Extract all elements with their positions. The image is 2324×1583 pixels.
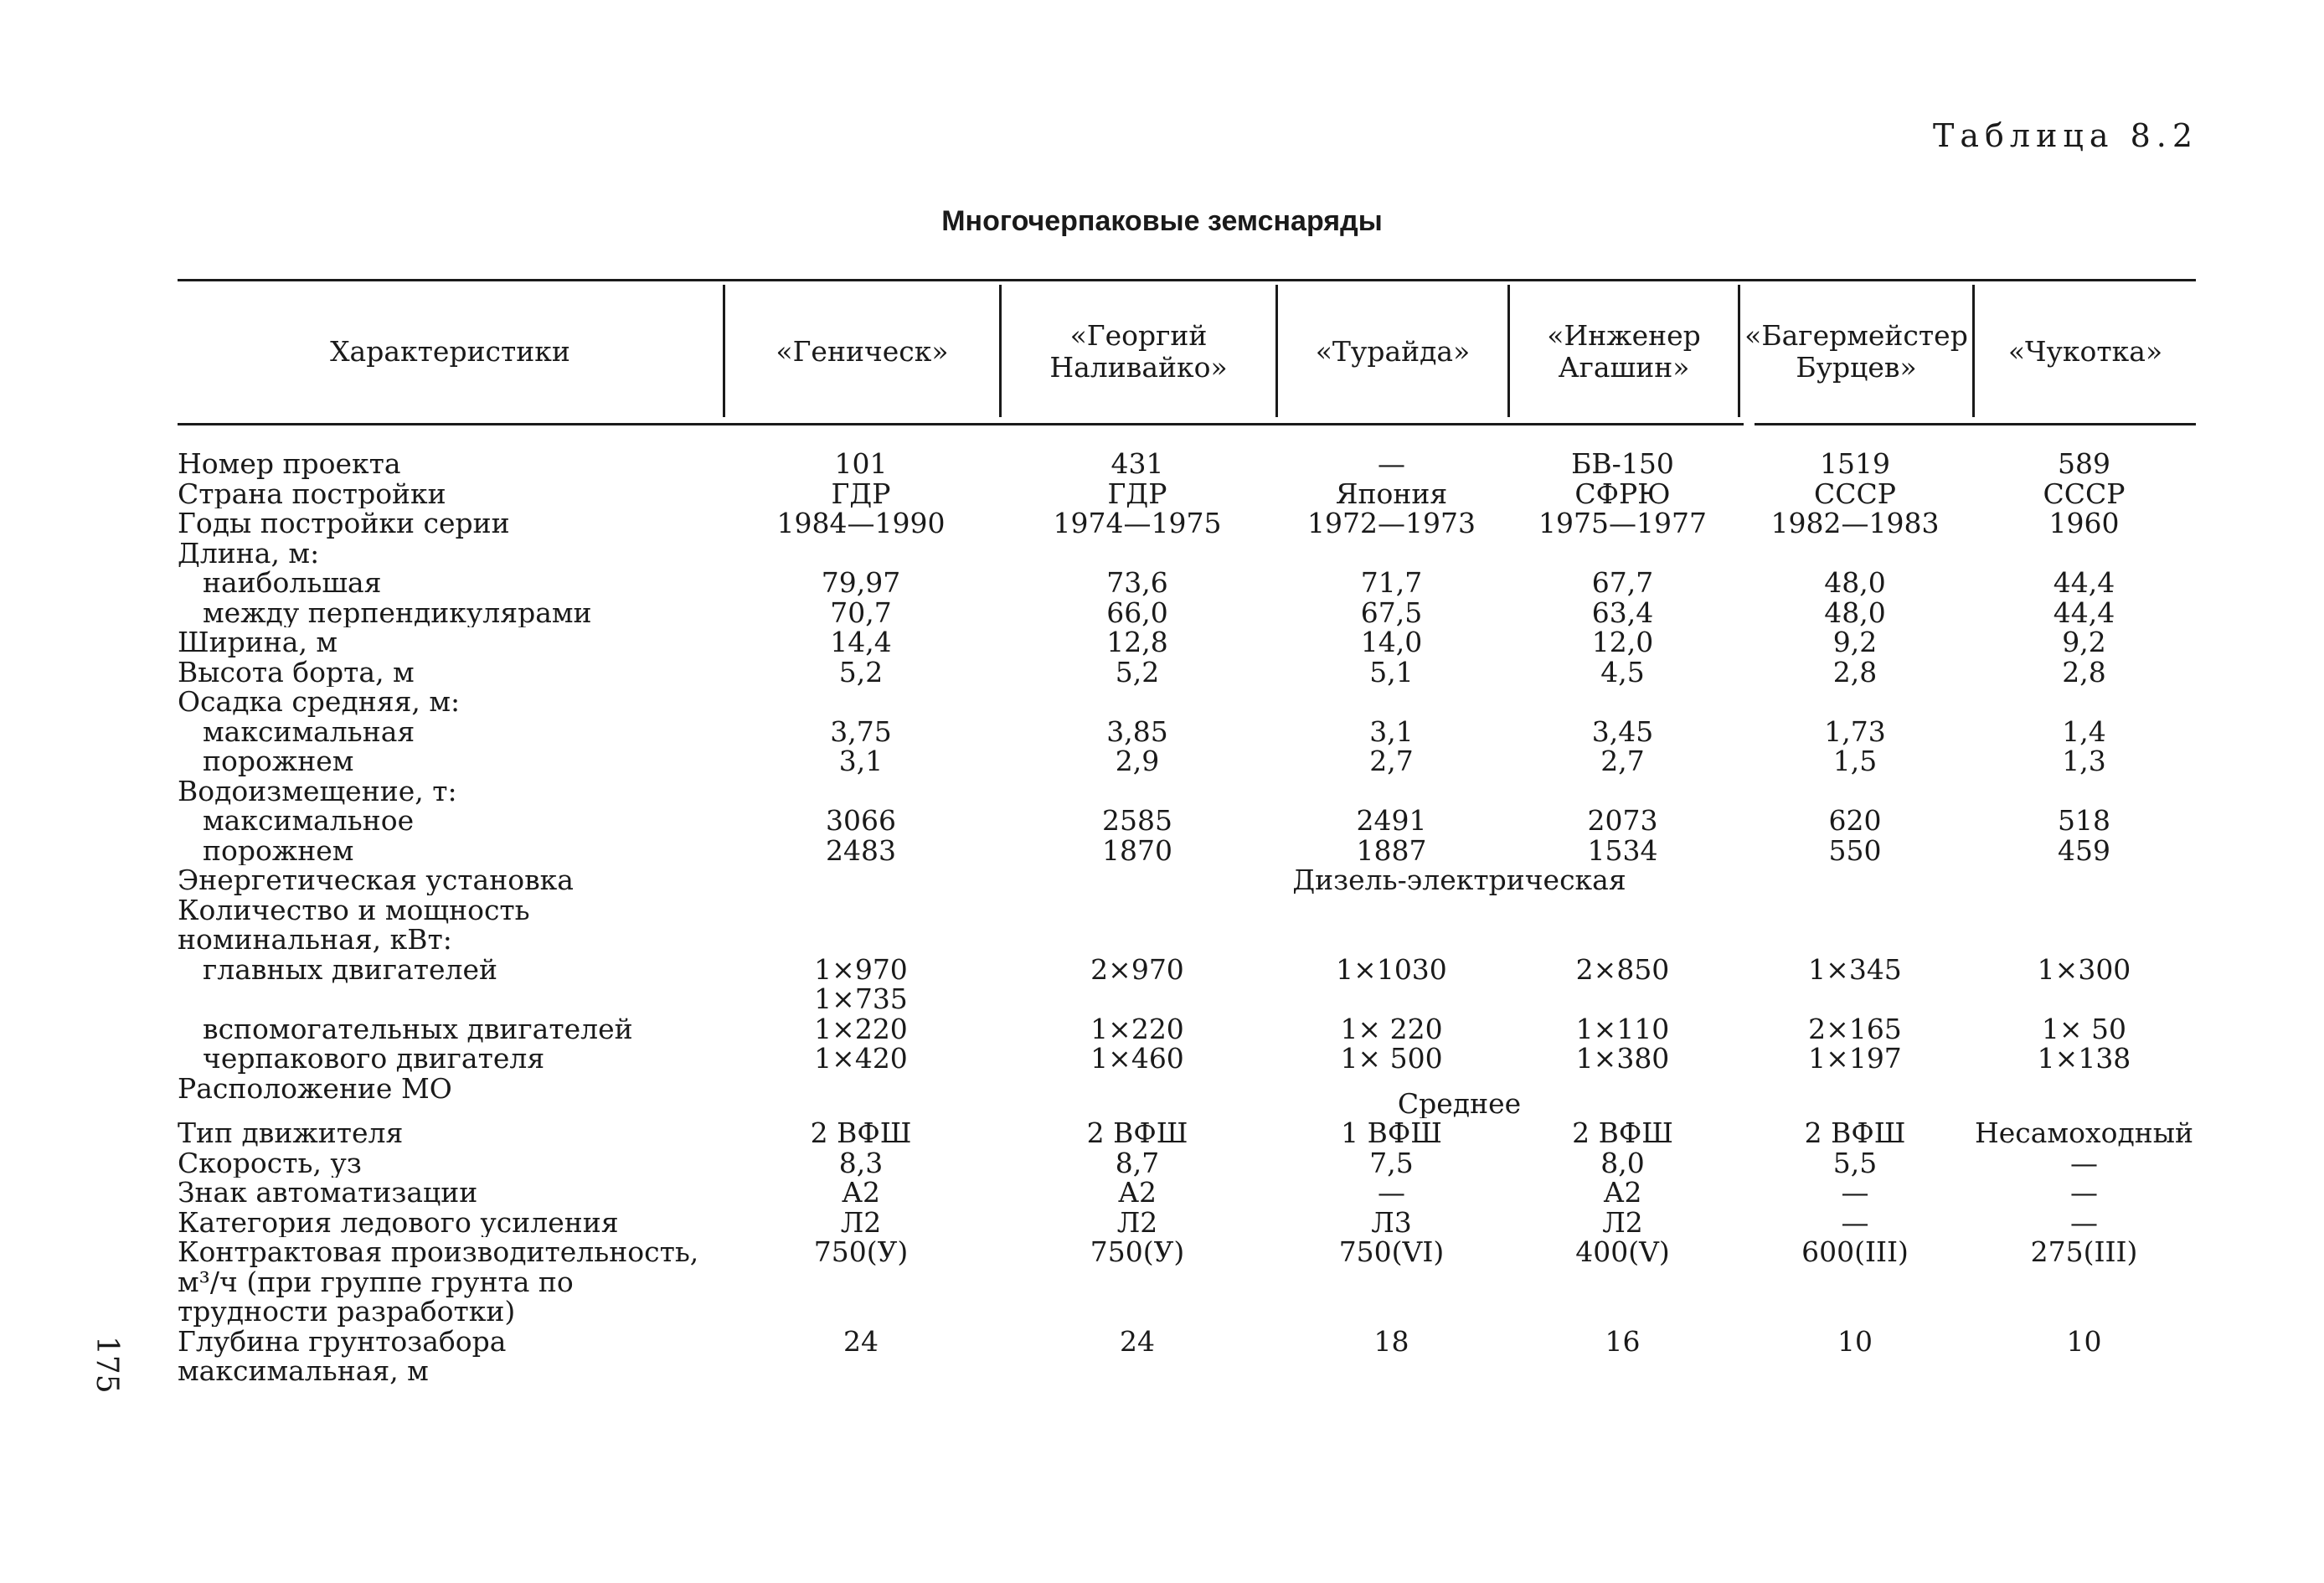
table-cell: 2491: [1356, 806, 1427, 836]
table-cell: 600(III): [1801, 1237, 1909, 1268]
table-cell: 1×220: [1090, 1013, 1184, 1044]
table-cell: 14,4: [830, 627, 892, 657]
table-cell: [723, 895, 999, 955]
table-row: [178, 1148, 2196, 1178]
table-cell: 275(III): [2030, 1237, 2138, 1268]
table-cell: 67,7: [1591, 568, 1654, 598]
header-inzhener-agashin: «Инженер Агашин»: [1547, 319, 1701, 384]
table-row: [178, 836, 2196, 866]
table-cell: [1507, 776, 1738, 807]
table-cell: 73,6: [1106, 568, 1168, 598]
header-top-rule: [178, 279, 2196, 281]
row-label: Номер проекта: [178, 449, 401, 479]
row-label: Тип движителя: [178, 1118, 404, 1148]
table-cell: 48,0: [1824, 568, 1886, 598]
table-cell: Л2: [1116, 1207, 1158, 1237]
table-cell: —: [2070, 1147, 2098, 1178]
table-cell: 2 ВФШ: [810, 1118, 912, 1148]
table-cell: Несамоходный: [1974, 1118, 2194, 1148]
row-label: Скорость, уз: [178, 1147, 362, 1178]
row-label: Категория ледового усиления: [178, 1207, 619, 1237]
table-cell: 4,5: [1600, 657, 1645, 687]
table-cell: [1972, 895, 2196, 955]
row-span-value: Дизель-электрическая: [1292, 865, 1626, 895]
table-cell: 3,75: [830, 716, 892, 746]
row-label: Количество и мощность номинальная, кВт:: [178, 895, 530, 955]
header-chukotka: «Чукотка»: [2007, 335, 2163, 368]
table-cell: 2,8: [2062, 657, 2106, 687]
table-row: [178, 717, 2196, 747]
table-cell: 1960: [2048, 508, 2120, 539]
row-label: Годы постройки серии: [178, 508, 510, 539]
table-cell: [1972, 687, 2196, 717]
table-cell: 1×220: [814, 1013, 908, 1044]
table-cell: 1×380: [1575, 1044, 1670, 1074]
table-row: [178, 627, 2196, 657]
table-cell: [723, 776, 999, 807]
table-caption: Таблица 8.2: [1933, 117, 2198, 154]
table-cell: 589: [2058, 449, 2110, 479]
table-cell: [1738, 539, 1972, 569]
table-cell: 550: [1828, 835, 1882, 865]
table-cell: 5,1: [1369, 657, 1414, 687]
table-cell: Япония: [1335, 478, 1448, 508]
table-cell: 5,2: [838, 657, 884, 687]
row-label: Расположение МО: [178, 1073, 452, 1105]
row-label: Осадка средняя, м:: [178, 687, 461, 717]
row-label: Энергетическая установка: [178, 865, 574, 895]
row-label: Высота борта, м: [178, 657, 415, 687]
table-title: Многочерпаковые земснаряды: [941, 205, 1383, 237]
table-cell: 1×345: [1808, 954, 1902, 986]
table-row: [178, 508, 2196, 539]
table-cell: 1984—1990: [776, 508, 946, 539]
table-cell: 1870: [1102, 835, 1172, 865]
table-cell: 2 ВФШ: [1804, 1118, 1906, 1148]
table-cell: 101: [834, 449, 888, 479]
table-row: [178, 776, 2196, 807]
row-label: максимальное: [203, 806, 415, 836]
table-cell: 3,45: [1591, 716, 1654, 746]
table-row: [178, 865, 2196, 895]
table-cell: 1 ВФШ: [1341, 1118, 1442, 1148]
table-cell: [999, 895, 1275, 955]
table-cell: 5,2: [1115, 657, 1160, 687]
table-cell: 1× 50: [2041, 1013, 2127, 1044]
table-cell: 2,8: [1832, 657, 1878, 687]
table-cell: [1275, 895, 1507, 955]
table-row: [178, 687, 2196, 717]
table-cell: 7,5: [1369, 1147, 1414, 1178]
header-turayda: «Турайда»: [1315, 335, 1471, 368]
table-row: [178, 598, 2196, 628]
table-cell: 8,7: [1115, 1147, 1160, 1178]
table-cell: 3,85: [1106, 716, 1168, 746]
table-cell: [1738, 895, 1972, 955]
table-cell: 1972—1973: [1307, 508, 1476, 539]
table-row: [178, 1178, 2196, 1208]
table-cell: 1×110: [1575, 1013, 1670, 1044]
row-label: Контрактовая производительность, м³/ч (при группе грунта по трудности разработки): [178, 1237, 699, 1327]
table-cell: —: [1841, 1178, 1869, 1208]
table-cell: 620: [1828, 806, 1882, 836]
table-cell: [1275, 776, 1507, 807]
table-cell: А2: [1603, 1178, 1642, 1208]
table-cell: 2×165: [1808, 1013, 1902, 1044]
table-cell: 459: [2058, 835, 2110, 865]
table-cell: [999, 687, 1275, 717]
table-cell: 2073: [1587, 806, 1658, 836]
table-cell: 431: [1110, 449, 1164, 479]
table-cell: [1275, 539, 1507, 569]
table-cell: 1982—1983: [1770, 508, 1940, 539]
table-cell: ГДР: [831, 478, 891, 508]
table-cell: —: [1378, 1178, 1405, 1208]
row-label: порожнем: [203, 835, 354, 865]
table-cell: 1×1030: [1336, 954, 1447, 986]
table-row: [178, 1208, 2196, 1238]
table-cell: 66,0: [1106, 597, 1168, 627]
row-label: Ширина, м: [178, 627, 338, 657]
table-cell: 1×197: [1808, 1044, 1902, 1074]
table-cell: 5,5: [1832, 1147, 1878, 1178]
header-bottom-rule: [178, 423, 1744, 425]
table-cell: —: [2070, 1178, 2098, 1208]
row-label: порожнем: [203, 746, 354, 776]
table-cell: 1×420: [814, 1044, 908, 1074]
table-cell: [999, 776, 1275, 807]
table-cell: СФРЮ: [1574, 478, 1671, 508]
table-cell: 1,73: [1824, 716, 1886, 746]
table-cell: 10: [1837, 1326, 1873, 1358]
table-cell: 9,2: [2062, 627, 2106, 657]
table-row: [178, 1074, 2196, 1119]
table-cell: СССР: [1814, 478, 1896, 508]
table-cell: 2,7: [1600, 746, 1645, 776]
table-cell: 8,0: [1600, 1147, 1645, 1178]
table-cell: 14,0: [1360, 627, 1423, 657]
table-cell: 16: [1605, 1326, 1641, 1358]
row-label: Знак автоматизации: [178, 1178, 478, 1208]
table-cell: 1887: [1356, 835, 1427, 865]
table-cell: 1× 500: [1340, 1044, 1443, 1074]
row-label: наибольшая: [203, 568, 382, 598]
table-cell: 2×850: [1575, 954, 1670, 986]
table-cell: 750(VI): [1338, 1237, 1445, 1268]
table-cell: БВ-150: [1571, 449, 1674, 479]
table-cell: [1738, 687, 1972, 717]
row-label: максимальная: [203, 716, 415, 746]
table-cell: 2 ВФШ: [1572, 1118, 1673, 1148]
header-bagermeyster-burtsev: «Багермейстер Бурцев»: [1744, 319, 1968, 384]
table-cell: 1,3: [2062, 746, 2106, 776]
table-cell: 12,0: [1591, 627, 1654, 657]
table-cell: 2,9: [1115, 746, 1160, 776]
table-cell: 1975—1977: [1538, 508, 1707, 539]
table-cell: [1507, 687, 1738, 717]
table-cell: 1,5: [1832, 746, 1878, 776]
table-cell: [1738, 776, 1972, 807]
table-row: [178, 955, 2196, 1014]
table-cell: 750(У): [1090, 1237, 1185, 1268]
table-cell: [723, 687, 999, 717]
row-label: вспомогательных двигателей: [203, 1013, 633, 1044]
table-cell: 400(V): [1575, 1237, 1670, 1268]
table-cell: 70,7: [830, 597, 892, 627]
table-cell: 24: [843, 1326, 879, 1358]
table-cell: [723, 539, 999, 569]
table-cell: —: [1378, 449, 1405, 479]
table-cell: 8,3: [838, 1147, 884, 1178]
table-cell: 1×460: [1090, 1044, 1184, 1074]
table-row: [178, 1044, 2196, 1074]
table-cell: Л2: [1602, 1207, 1643, 1237]
table-cell: 750(У): [813, 1237, 909, 1268]
table-cell: 2 ВФШ: [1086, 1118, 1188, 1148]
table-cell: [1972, 776, 2196, 807]
table-row: [178, 657, 2196, 688]
table-cell: А2: [842, 1178, 880, 1208]
table-cell: [1972, 539, 2196, 569]
table-cell: 3,1: [1369, 716, 1414, 746]
table-cell: 67,5: [1360, 597, 1423, 627]
table-cell: 1×970 1×735: [814, 954, 908, 1014]
row-label: Страна постройки: [178, 478, 446, 508]
row-label: Длина, м:: [178, 538, 320, 568]
table-cell: Л2: [840, 1207, 882, 1237]
table-cell: 48,0: [1824, 597, 1886, 627]
table-cell: 71,7: [1360, 568, 1423, 598]
table-cell: 1×300: [2037, 954, 2131, 986]
table-row: [178, 746, 2196, 776]
table-cell: 44,4: [2053, 568, 2115, 598]
table-cell: 10: [2066, 1326, 2102, 1358]
header-genichesk: «Геническ»: [776, 335, 949, 368]
table-row: [178, 895, 2196, 955]
table-row: [178, 1327, 2196, 1386]
row-label: Глубина грунтозабора максимальная, м: [178, 1326, 507, 1386]
table-row: [178, 568, 2196, 598]
table-cell: 1× 220: [1340, 1013, 1443, 1044]
table-cell: 1519: [1820, 449, 1890, 479]
table-cell: 24: [1120, 1326, 1155, 1358]
table-cell: 3066: [826, 806, 896, 836]
row-label: между перпендикулярами: [203, 597, 592, 627]
table-cell: Л3: [1371, 1207, 1412, 1237]
table-cell: [1507, 895, 1738, 955]
row-span-value: Среднее: [1397, 1086, 1522, 1118]
table-cell: 79,97: [821, 568, 901, 598]
table-cell: 2483: [826, 835, 896, 865]
table-cell: 2585: [1102, 806, 1172, 836]
table-row: [178, 806, 2196, 836]
table-cell: 1534: [1587, 835, 1658, 865]
table-row: [178, 1014, 2196, 1044]
table-cell: 1×138: [2037, 1044, 2131, 1074]
table-cell: 3,1: [838, 746, 884, 776]
table-cell: СССР: [2043, 478, 2126, 508]
table-row: [178, 449, 2196, 479]
table-cell: 9,2: [1832, 627, 1878, 657]
table-cell: 18: [1373, 1326, 1409, 1358]
table-cell: [999, 539, 1275, 569]
table-cell: ГДР: [1107, 478, 1167, 508]
row-label: главных двигателей: [203, 954, 497, 986]
table-cell: 1,4: [2062, 716, 2106, 746]
table-cell: 2×970: [1090, 954, 1184, 986]
row-label: черпакового двигателя: [203, 1044, 545, 1074]
header-bottom-rule-right: [1755, 423, 2196, 425]
header-characteristics: Характеристики: [330, 335, 570, 368]
table-cell: 1974—1975: [1053, 508, 1222, 539]
table-cell: 2,7: [1369, 746, 1414, 776]
table-cell: 518: [2058, 806, 2110, 836]
table-cell: 63,4: [1591, 597, 1654, 627]
table-row: [178, 539, 2196, 569]
row-label: Водоизмещение, т:: [178, 776, 457, 806]
table-cell: А2: [1118, 1178, 1157, 1208]
page-number: 175: [90, 1336, 124, 1394]
header-georgiy-nalivayko: «Георгий Наливайко»: [1049, 319, 1228, 384]
table-cell: [1507, 539, 1738, 569]
table-row: [178, 1237, 2196, 1327]
dredger-characteristics-table: [178, 449, 2196, 1386]
table-row: [178, 479, 2196, 509]
table-row: [178, 1118, 2196, 1148]
table-cell: —: [2070, 1207, 2098, 1237]
table-cell: 12,8: [1106, 627, 1168, 657]
table-cell: 44,4: [2053, 597, 2115, 627]
table-cell: —: [1841, 1207, 1869, 1237]
table-cell: [1275, 687, 1507, 717]
